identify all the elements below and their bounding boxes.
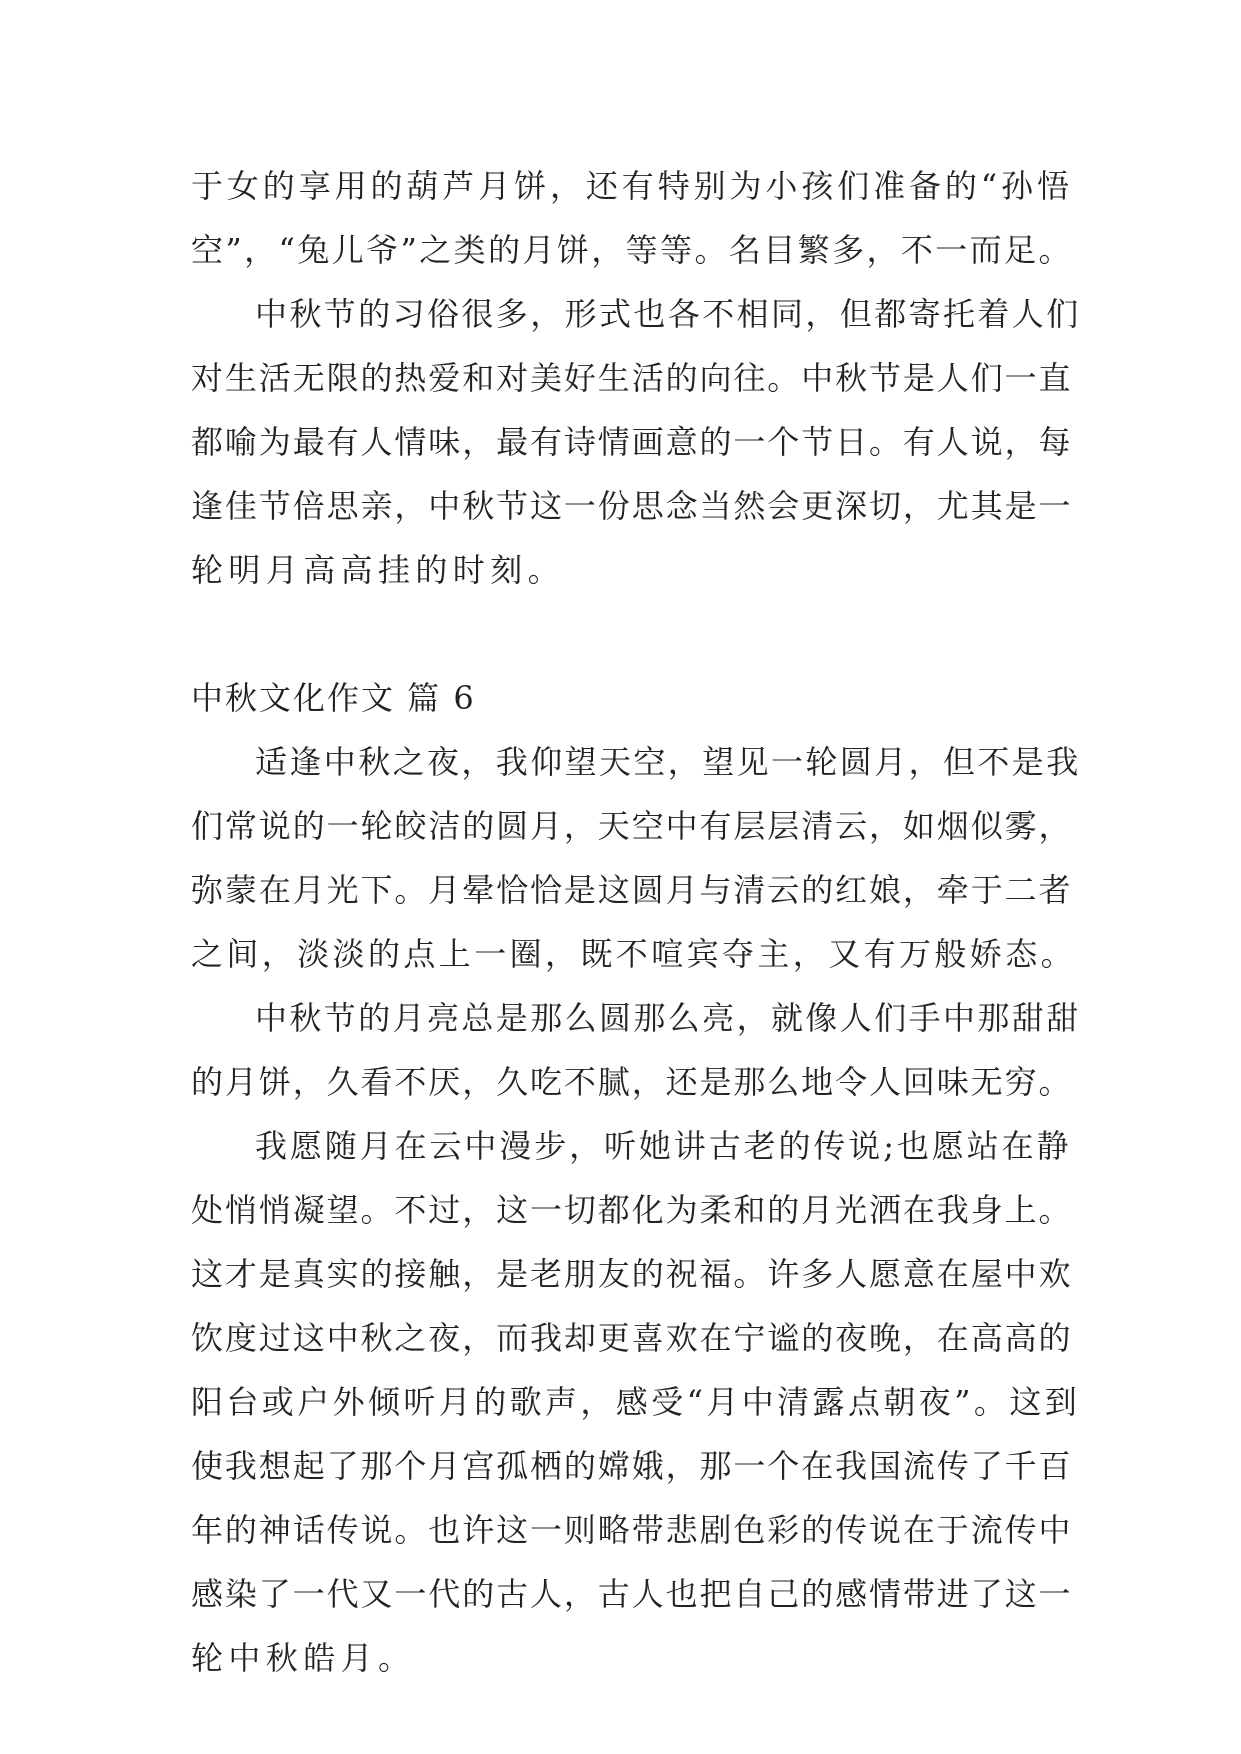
text-line: 都喻为最有人情味，最有诗情画意的一个节日。有人说，每 xyxy=(191,423,1073,461)
text-line: 年的神话传说。也许这一则略带悲剧色彩的传说在于流传中 xyxy=(191,1511,1073,1549)
text-line: 弥蒙在月光下。月晕恰恰是这圆月与清云的红娘，牵于二者 xyxy=(191,871,1073,909)
text-line: 轮明月高高挂的时刻。 xyxy=(191,551,566,589)
text-line: 使我想起了那个月宫孤栖的嫦娥，那一个在我国流传了千百 xyxy=(191,1447,1073,1485)
text-line: 之间，淡淡的点上一圈，既不喧宾夺主，又有万般娇态。 xyxy=(191,935,1077,973)
text-line: 处悄悄凝望。不过，这一切都化为柔和的月光洒在我身上。 xyxy=(191,1191,1073,1229)
section-title: 中秋文化作文 篇 6 xyxy=(191,679,476,717)
text-line: 的月饼，久看不厌，久吃不腻，还是那么地令人回味无穷。 xyxy=(191,1063,1073,1101)
paragraph-start-line: 中秋节的习俗很多，形式也各不相同，但都寄托着人们 xyxy=(255,295,1081,333)
text-line: 这才是真实的接触，是老朋友的祝福。许多人愿意在屋中欢 xyxy=(191,1255,1073,1293)
text-line: 对生活无限的热爱和对美好生活的向往。中秋节是人们一直 xyxy=(191,359,1073,397)
text-line: 阳台或户外倾听月的歌声，感受“月中清露点朝夜”。这到 xyxy=(191,1383,1081,1421)
section-gap xyxy=(191,602,1081,666)
document-body xyxy=(191,154,1081,1690)
paragraph-start-line: 中秋节的月亮总是那么圆那么亮，就像人们手中那甜甜 xyxy=(255,999,1081,1037)
text-line: 于女的享用的葫芦月饼，还有特别为小孩们准备的“孙悟 xyxy=(191,167,1073,205)
paragraph-start-line: 我愿随月在云中漫步，听她讲古老的传说;也愿站在静 xyxy=(255,1127,1072,1165)
text-line: 空”，“兔儿爷”之类的月饼，等等。名目繁多，不一而足。 xyxy=(191,231,1073,269)
text-line: 们常说的一轮皎洁的圆月，天空中有层层清云，如烟似雾， xyxy=(191,807,1073,845)
text-line: 感染了一代又一代的古人，古人也把自己的感情带进了这一 xyxy=(191,1575,1073,1613)
text-line: 逢佳节倍思亲，中秋节这一份思念当然会更深切，尤其是一 xyxy=(191,487,1073,525)
paragraph-start-line: 适逢中秋之夜，我仰望天空，望见一轮圆月，但不是我 xyxy=(255,743,1081,781)
text-line: 轮中秋皓月。 xyxy=(191,1639,416,1677)
text-line: 饮度过这中秋之夜，而我却更喜欢在宁谧的夜晚，在高高的 xyxy=(191,1319,1073,1357)
